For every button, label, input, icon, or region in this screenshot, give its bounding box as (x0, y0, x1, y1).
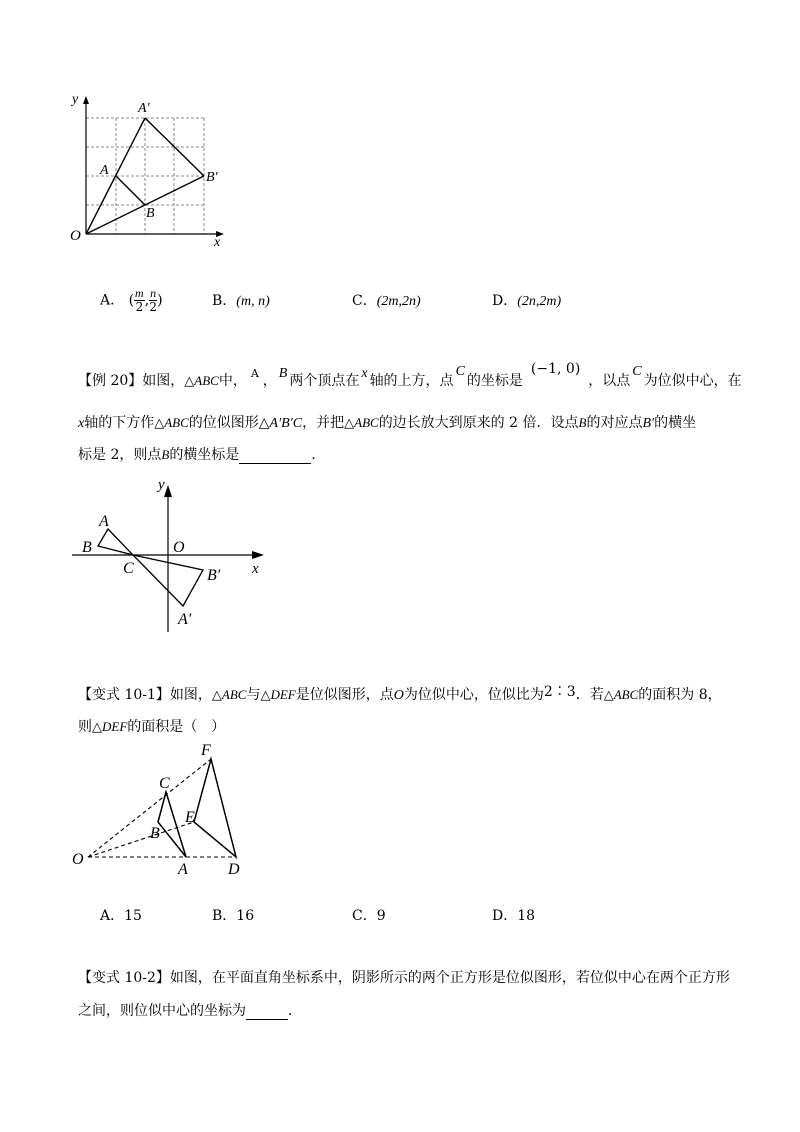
axis-y-label: y (72, 92, 79, 107)
option-d[interactable]: D．18 (492, 908, 536, 924)
point-a-label: A (99, 513, 109, 530)
y-label: y (158, 477, 165, 493)
figure-grid-homothety (62, 88, 232, 248)
point-b-label: B (146, 206, 155, 221)
variant-10-1-line-2: 则△DEF的面积是（ ） (78, 719, 226, 735)
variant-10-2-line-1: 【变式 10-2】如图，在平面直角坐标系中，阴影所示的两个正方形是位似图形，若位似中心在两个正方形 (78, 970, 730, 986)
point-a-prime-label: A′ (138, 101, 150, 116)
option-a[interactable]: A．15 (100, 908, 142, 924)
point-b-label: B (150, 825, 160, 842)
solid-triangles (158, 759, 236, 857)
answer-blank[interactable] (239, 447, 311, 464)
point-a-label: A (100, 163, 109, 178)
variant-tag: 【变式 10-1】 (78, 687, 170, 703)
prev-option-d: D．(2n,2m) (492, 293, 562, 309)
point-c-label: C (123, 560, 134, 577)
example-20-line-1: 【例 20】如图，△ABC中， $^A$ ， B 两个顶点在 x 轴的上方，点C的坐标是(−1, 0)，以点C为位似中心，在 (78, 361, 742, 389)
point-a-prime-label: A′ (178, 611, 192, 628)
point-f-label: F (201, 742, 211, 759)
axis-x-label: x (214, 235, 221, 248)
example-20-line-3: 标是 2，则点B的横坐标是 ． (78, 447, 326, 463)
variant-10-2-line-2: 之间，则位似中心的坐标为 ． (78, 1003, 302, 1019)
triangles (98, 529, 203, 606)
y-axis-arrow (83, 96, 89, 104)
origin-label: O (70, 228, 81, 244)
prev-option-a: A． ( $\frac{m}{2}$ , $\frac{n}{2}$ ) (100, 286, 163, 314)
origin-label: O (173, 539, 185, 556)
point-c-label: C (159, 775, 170, 792)
point-a-label: A (178, 861, 188, 878)
point-d-label: D (228, 861, 240, 878)
fraction-m-over-2: $\frac{m}{2}$ (135, 286, 144, 314)
x-label: x (252, 561, 259, 577)
option-b[interactable]: B．16 (212, 908, 255, 924)
point-o-label: O (72, 851, 84, 868)
variant-10-1-line-1: 【变式 10-1】如图，△ABC与△DEF是位似图形，点O为位似中心，位似比为2∶3．若△ABC的面积为 8， (78, 684, 722, 703)
figure-triangles-homothety (68, 740, 258, 880)
point-b-label: B (82, 539, 92, 556)
example-tag: 【例 20】 (78, 373, 143, 389)
x-axis-arrow (252, 551, 264, 559)
prev-option-b: B．(m, n) (212, 293, 270, 309)
coordinate-c: (−1, 0) (530, 361, 581, 377)
y-axis-arrow (164, 485, 172, 497)
option-c[interactable]: C．9 (352, 908, 386, 924)
variant-tag: 【变式 10-2】 (78, 970, 170, 986)
example-20-line-2: x轴的下方作△ABC的位似图形△A′B′C，并把△ABC的边长放大到原来的 2 倍．设点B的对应点B′的横坐 (78, 415, 697, 431)
answer-blank[interactable] (246, 1003, 288, 1020)
point-b-prime-label: B′ (207, 567, 221, 584)
figure-coordinate-homothety (68, 474, 268, 634)
point-e-label: E (185, 809, 195, 826)
fraction-n-over-2: $\frac{n}{2}$ (149, 286, 157, 314)
point-b-prime-label: B′ (206, 170, 218, 185)
prev-option-c: C．(2m,2n) (352, 293, 421, 309)
